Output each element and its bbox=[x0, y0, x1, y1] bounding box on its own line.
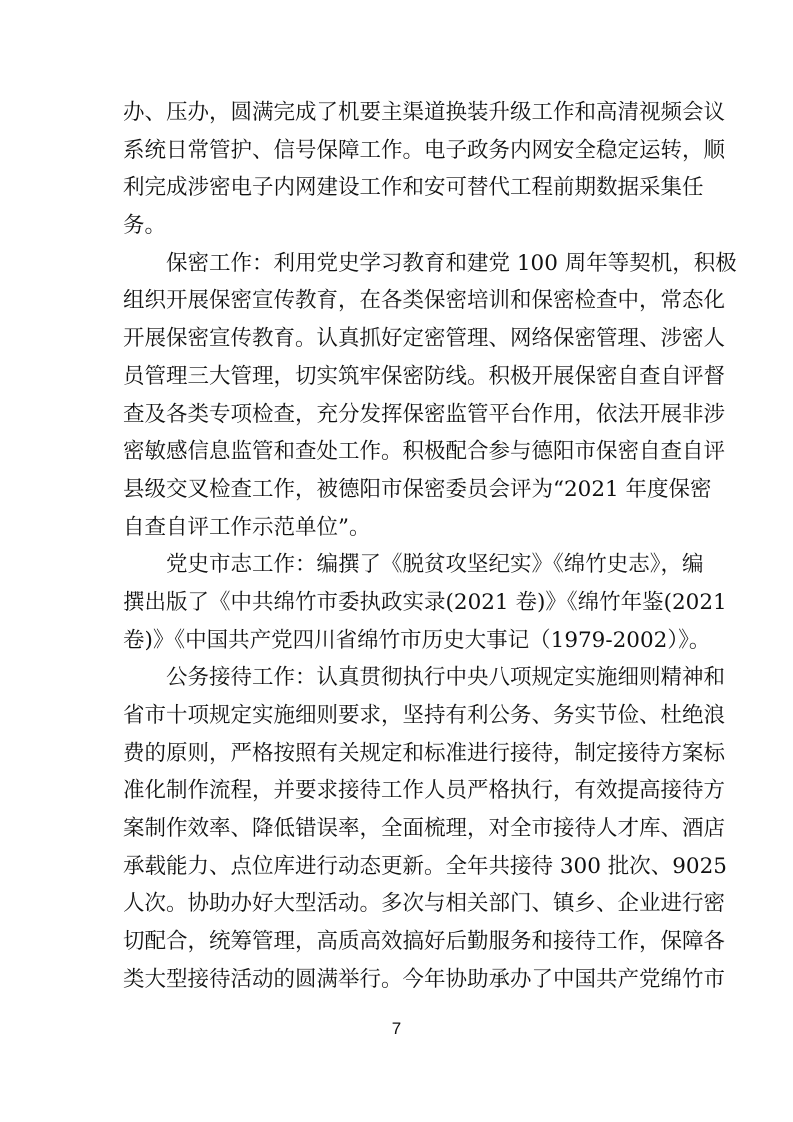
text-line: 县级交叉检查工作，被德阳市保密委员会评为“2021 年度保密 bbox=[123, 476, 712, 502]
text-line: 密敏感信息监管和查处工作。积极配合参与德阳市保密自查自评 bbox=[123, 439, 726, 465]
text-line: 办、压办，圆满完成了机要主渠道换装升级工作和高清视频会议 bbox=[123, 100, 726, 125]
text-line: 类大型接待活动的圆满举行。今年协助承办了中国共产党绵竹市 bbox=[123, 966, 726, 992]
text-line: 员管理三大管理，切实筑牢保密防线。积极开展保密自查自评督 bbox=[123, 363, 726, 389]
text-line: 组织开展保密宣传教育，在各类保密培训和保密检查中，常态化 bbox=[123, 288, 726, 314]
text-line: 撰出版了《中共绵竹市委执政实录(2021 卷)》《绵竹年鉴(2021 bbox=[123, 589, 727, 615]
text-line: 承载能力、点位库进行动态更新。全年共接待 300 批次、9025 bbox=[123, 853, 727, 879]
paragraph bbox=[123, 659, 727, 998]
paragraph bbox=[123, 94, 726, 245]
paragraph bbox=[123, 245, 737, 547]
text-line: 人次。协助办好大型活动。多次与相关部门、镇乡、企业进行密 bbox=[123, 891, 726, 917]
text-line: 卷)》《中国共产党四川省绵竹市历史大事记（1979-2002）》。 bbox=[123, 627, 711, 653]
page-number: 7 bbox=[391, 1019, 402, 1038]
text-line: 省市十项规定实施细则要求，坚持有利公务、务实节俭、杜绝浪 bbox=[123, 703, 726, 728]
text-line: 自查自评工作示范单位”。 bbox=[123, 514, 371, 540]
text-line: 案制作效率、降低错误率，全面梳理，对全市接待人才库、酒店 bbox=[123, 816, 726, 842]
text-line: 公务接待工作：认真贯彻执行中央八项规定实施细则精神和 bbox=[123, 665, 726, 691]
text-line: 保密工作：利用党史学习教育和建党 100 周年等契机，积极 bbox=[123, 250, 737, 276]
document-body bbox=[123, 94, 737, 999]
paragraph bbox=[123, 546, 727, 659]
text-line: 开展保密宣传教育。认真抓好定密管理、网络保密管理、涉密人 bbox=[123, 326, 726, 352]
text-line: 切配合，统筹管理，高质高效搞好后勤服务和接待工作，保障各 bbox=[123, 929, 726, 955]
text-line: 系统日常管护、信号保障工作。电子政务内网安全稳定运转，顺 bbox=[123, 137, 726, 163]
text-line: 查及各类专项检查，充分发挥保密监管平台作用，依法开展非涉 bbox=[123, 401, 726, 427]
text-line: 费的原则，严格按照有关规定和标准进行接待，制定接待方案标 bbox=[123, 740, 726, 766]
text-line: 准化制作流程，并要求接待工作人员严格执行，有效提高接待方 bbox=[123, 778, 726, 804]
text-line: 务。 bbox=[123, 213, 167, 239]
text-line: 利完成涉密电子内网建设工作和安可替代工程前期数据采集任 bbox=[123, 175, 704, 201]
text-line: 党史市志工作：编撰了《脱贫攻坚纪实》《绵竹史志》，编 bbox=[123, 552, 704, 578]
